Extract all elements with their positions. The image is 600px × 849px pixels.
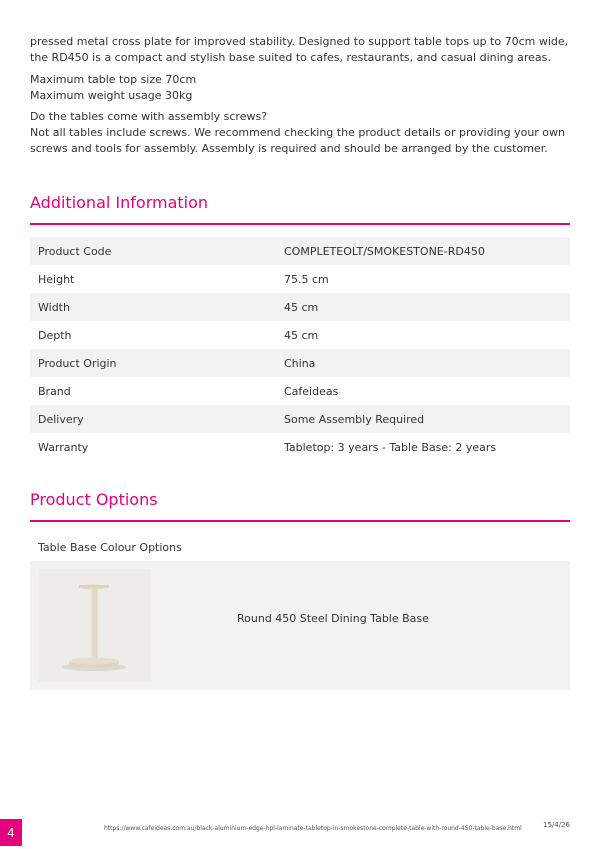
spec-label: Depth [30, 321, 278, 349]
section-divider [30, 223, 570, 225]
faq [30, 109, 570, 157]
table-row [30, 321, 570, 349]
spec-value: China [278, 349, 570, 377]
spec-value: COMPLETEOLT/SMOKESTONE-RD450 [278, 237, 570, 265]
max-weight: Maximum weight usage 30kg [30, 89, 193, 102]
intro-paragraph: pressed metal cross plate for improved stability. Designed to support table tops up to 70cm wide, the RD450 is a compact and stylish base suited to cafes, restaurants, and casual dining areas. [30, 35, 569, 64]
option-group-label: Table Base Colour Options [38, 541, 182, 554]
option-item[interactable] [30, 561, 570, 690]
spec-value: Cafeideas [278, 377, 570, 405]
section-divider [30, 520, 570, 522]
spec-value: Tabletop: 3 years - Table Base: 2 years [278, 433, 570, 461]
additional-information-title: Additional Information [30, 193, 209, 212]
faq-answer: Not all tables include screws. We recommend checking the product details or providing your own screws and tools for assembly. Assembly is required and should be arranged by the customer. [30, 126, 566, 155]
spec-table [30, 237, 570, 461]
table-base-image [38, 569, 151, 682]
product-options-title: Product Options [30, 490, 158, 509]
spec-value: 45 cm [278, 321, 570, 349]
table-row [30, 265, 570, 293]
spec-label: Product Origin [30, 349, 278, 377]
page-url[interactable]: https://www.cafeideas.com.au/black-aluminium-edge-hpl-laminate-tabletop-in-smokestone-complete-table-with-round-450-table-base.html [104, 825, 522, 832]
spec-value: Some Assembly Required [278, 405, 570, 433]
spec-value: 45 cm [278, 293, 570, 321]
print-date: 15/4/26 [543, 821, 570, 829]
spec-label: Brand [30, 377, 278, 405]
table-row [30, 293, 570, 321]
faq-question: Do the tables come with assembly screws? [30, 110, 268, 123]
spec-label: Warranty [30, 433, 278, 461]
option-name: Round 450 Steel Dining Table Base [237, 612, 429, 625]
table-base-icon [38, 569, 151, 682]
table-row [30, 433, 570, 461]
spec-value: 75.5 cm [278, 265, 570, 293]
spec-label: Width [30, 293, 278, 321]
table-row [30, 237, 570, 265]
max-top-size: Maximum table top size 70cm [30, 73, 197, 86]
table-row [30, 377, 570, 405]
page-number: 4 [0, 819, 22, 846]
table-row [30, 405, 570, 433]
spec-notes [30, 72, 570, 104]
spec-label: Product Code [30, 237, 278, 265]
table-row [30, 349, 570, 377]
spec-label: Height [30, 265, 278, 293]
spec-label: Delivery [30, 405, 278, 433]
